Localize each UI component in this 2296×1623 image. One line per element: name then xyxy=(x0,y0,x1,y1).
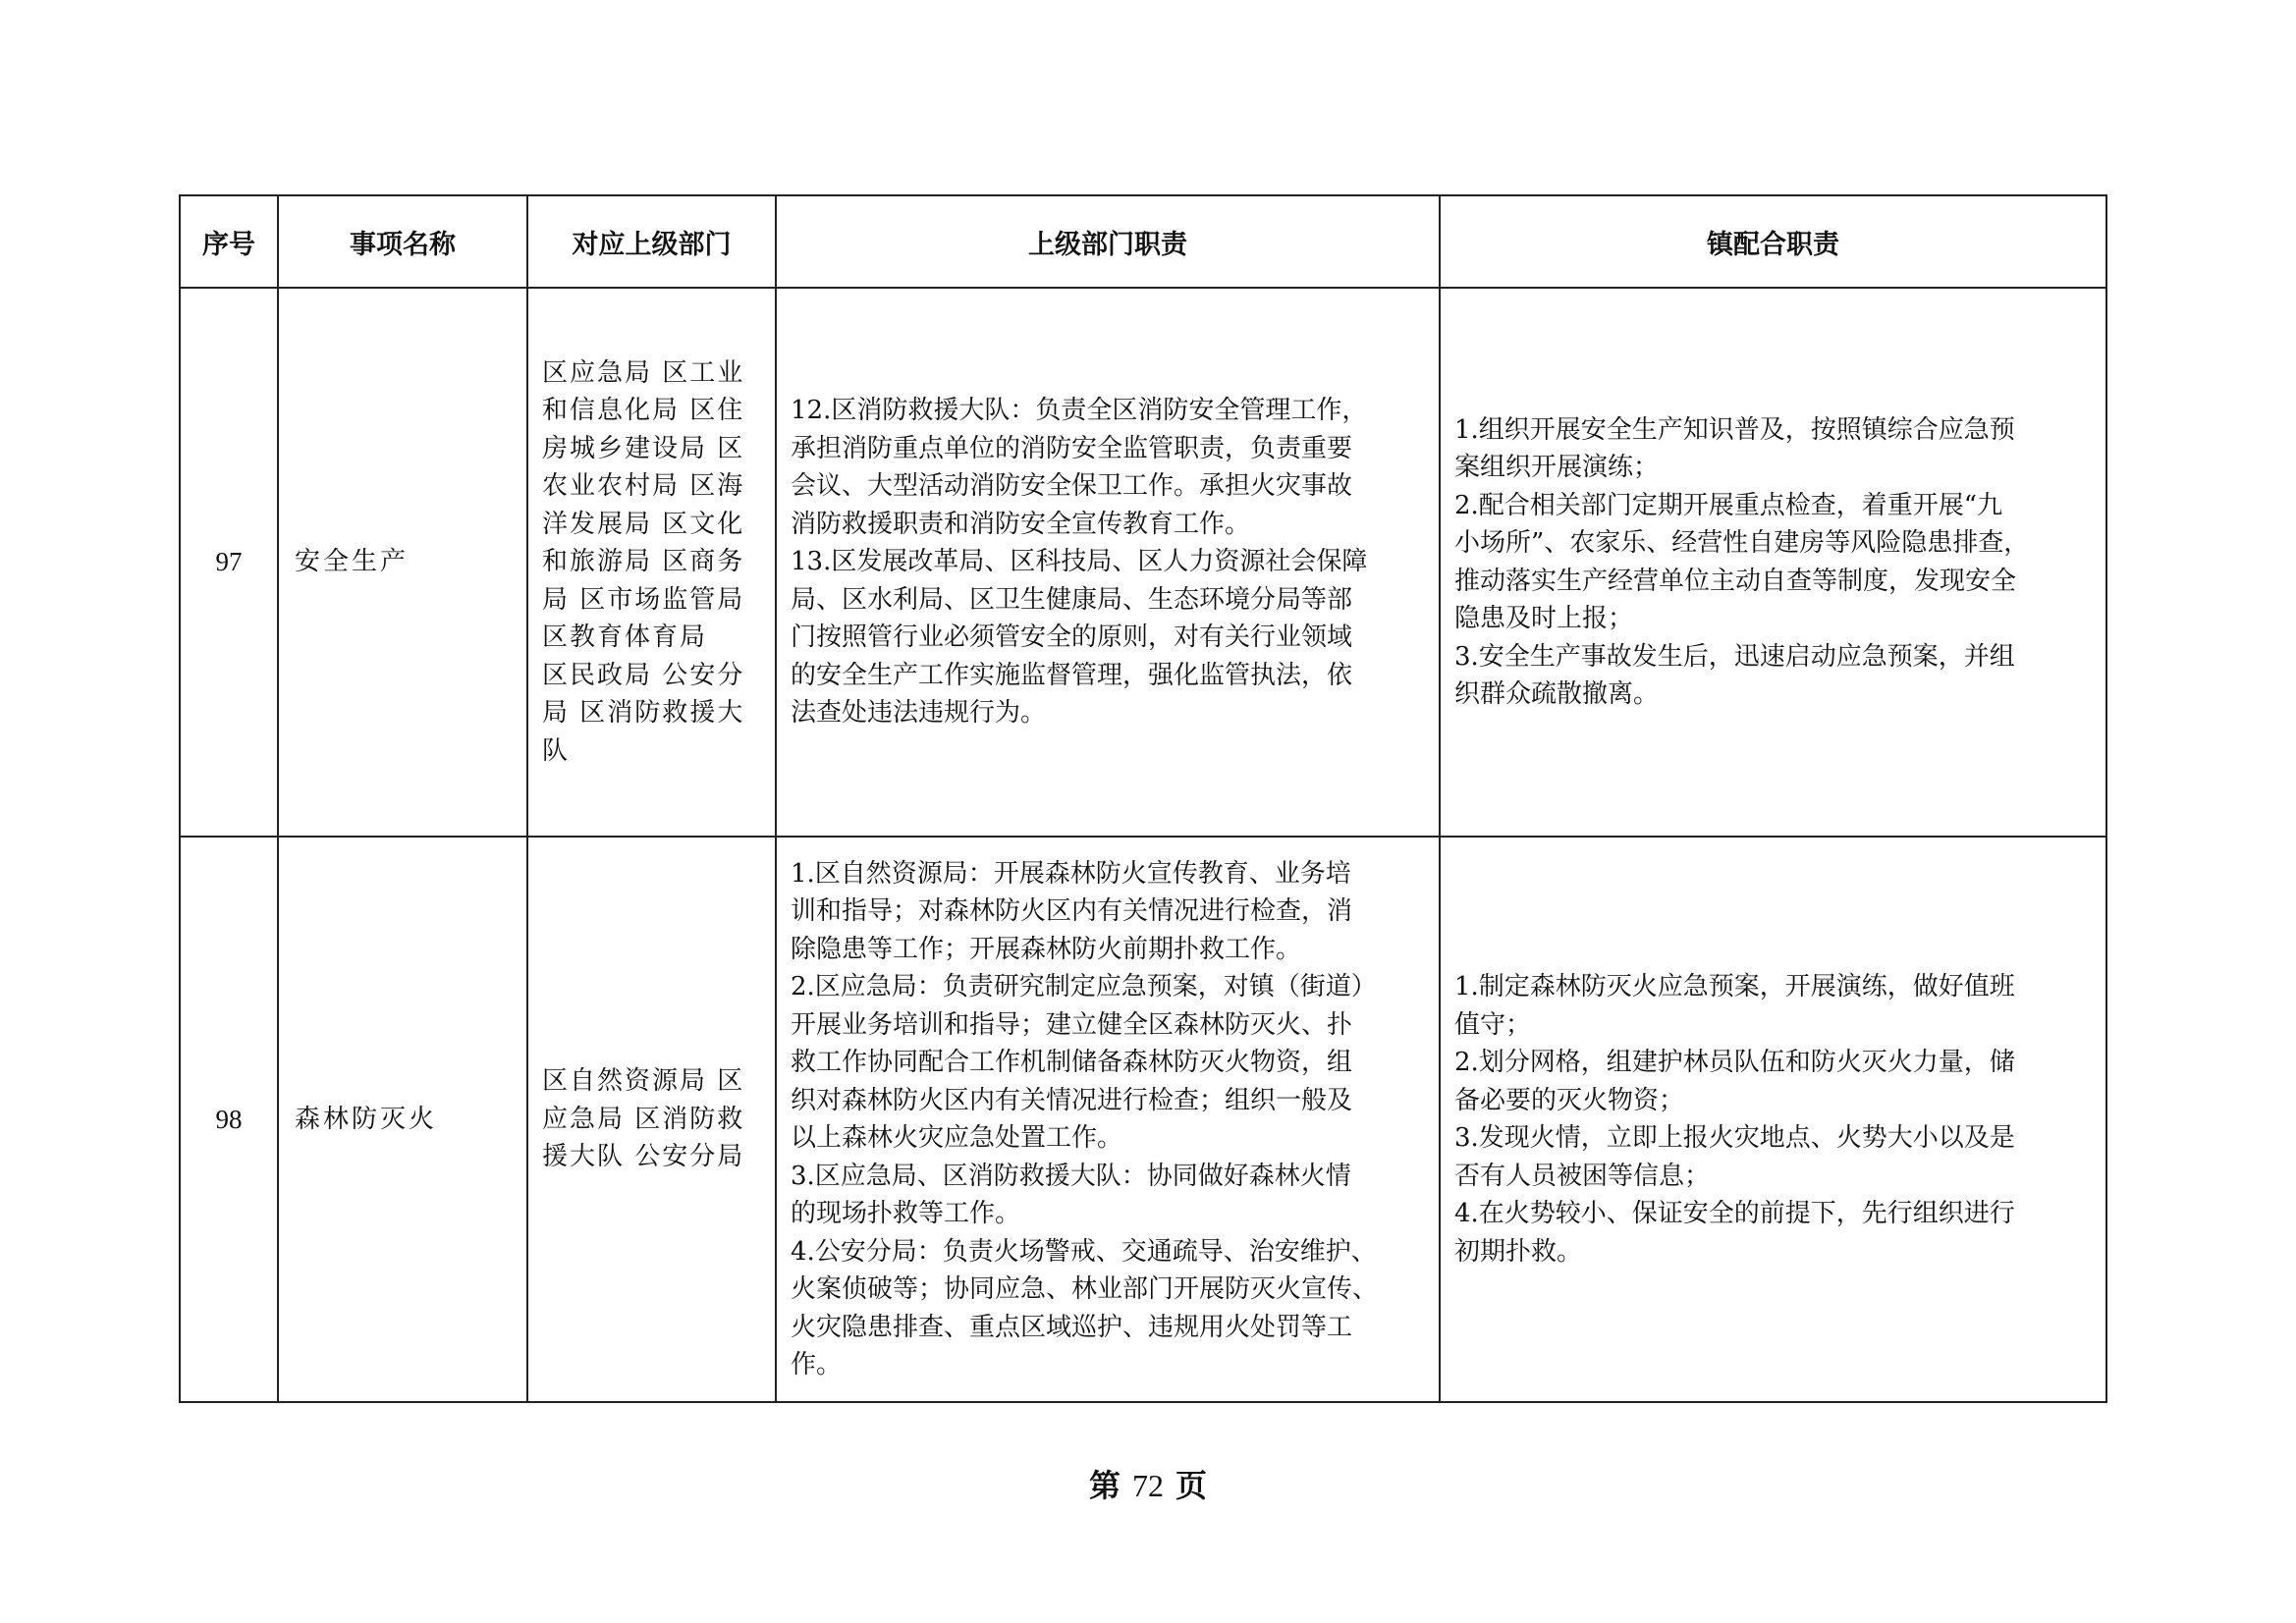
cell-line: 会议、大型活动消防安全保卫工作。承担火灾事故 xyxy=(791,471,1353,502)
duty-cell xyxy=(776,288,1440,837)
cell-line: 承担消防重点单位的消防安全监管职责，负责重要 xyxy=(791,433,1353,463)
cell-line: 1.区自然资源局：开展森林防火宣传教育、业务培 xyxy=(791,858,1351,889)
dept-cell xyxy=(527,837,776,1402)
dept-cell xyxy=(527,288,776,837)
table-row xyxy=(180,837,2106,1402)
cell-line: 4.公安分局：负责火场警戒、交通疏导、治安维护、 xyxy=(791,1236,1377,1267)
cell-line: 否有人员被困等信息； xyxy=(1454,1161,1711,1191)
header-no: 序号 xyxy=(180,195,278,288)
cell-line: 2.配合相关部门定期开展重点检查，着重开展“九 xyxy=(1454,490,2003,520)
cell-line: 推动落实生产经营单位主动自查等制度，发现安全 xyxy=(1454,566,2017,596)
item-name: 森林防灭火 xyxy=(278,837,527,1402)
header-name: 事项名称 xyxy=(278,195,527,288)
row-number: 97 xyxy=(180,288,278,837)
cell-line: 小场所”、农家乐、经营性自建房等风险隐患排查， xyxy=(1454,528,2030,558)
cell-line: 3.区应急局、区消防救援大队：协同做好森林火情 xyxy=(791,1161,1351,1191)
cell-line: 区民政局 公安分 xyxy=(542,660,745,690)
duty-cell xyxy=(776,837,1440,1402)
cell-line: 2.区应急局：负责研究制定应急预案，对镇（街道） xyxy=(791,972,1377,1001)
cell-line: 区教育体育局 xyxy=(542,622,708,653)
cell-line: 织对森林防火区内有关情况进行检查；组织一般及 xyxy=(791,1085,1353,1115)
header-dept: 对应上级部门 xyxy=(527,195,776,288)
cell-line: 房城乡建设局 区 xyxy=(542,433,745,463)
cell-line: 应急局 区消防救 xyxy=(542,1104,745,1134)
cell-line: 案组织开展演练； xyxy=(1454,453,1660,482)
cell-line: 门按照管行业必须管安全的原则，对有关行业领域 xyxy=(791,622,1353,653)
cell-line: 13.区发展改革局、区科技局、区人力资源社会保障 xyxy=(791,547,1368,577)
cell-line: 和旅游局 区商务 xyxy=(542,547,745,577)
table-header-row xyxy=(180,195,2106,288)
cell-line: 除隐患等工作；开展森林防火前期扑救工作。 xyxy=(791,934,1302,964)
duty-table xyxy=(179,194,2107,1403)
cell-line: 备必要的灭火物资； xyxy=(1454,1085,1685,1115)
cell-line: 局 区市场监管局 xyxy=(542,584,745,615)
item-name: 安全生产 xyxy=(278,288,527,837)
cell-line: 4.在火势较小、保证安全的前提下，先行组织进行 xyxy=(1454,1199,2015,1228)
cell-line: 1.制定森林防灭火应急预案，开展演练，做好值班 xyxy=(1454,972,2015,1001)
cell-line: 洋发展局 区文化 xyxy=(542,509,745,539)
cell-line: 作。 xyxy=(791,1350,843,1380)
cell-line: 的安全生产工作实施监督管理，强化监管执法，依 xyxy=(791,660,1353,690)
cell-line: 隐患及时上报； xyxy=(1454,604,1634,633)
cell-line: 消防救援职责和消防安全宣传教育工作。 xyxy=(791,509,1251,539)
cell-line: 区应急局 区工业 xyxy=(542,357,745,388)
cell-line: 农业农村局 区海 xyxy=(542,471,745,502)
cell-line: 3.安全生产事故发生后，迅速启动应急预案，并组 xyxy=(1454,641,2015,672)
cell-line: 训和指导；对森林防火区内有关情况进行检查，消 xyxy=(791,896,1353,926)
town-duty-cell xyxy=(1440,288,2106,837)
cell-line: 3.发现火情，立即上报火灾地点、火势大小以及是 xyxy=(1454,1123,2015,1153)
cell-line: 和信息化局 区住 xyxy=(542,396,745,426)
row-number: 98 xyxy=(180,837,278,1402)
cell-line: 救工作协同配合工作机制储备森林防灭火物资，组 xyxy=(791,1048,1353,1077)
table-row xyxy=(180,288,2106,837)
cell-line: 火灾隐患排查、重点区域巡护、违规用火处罚等工 xyxy=(791,1312,1353,1342)
cell-line: 织群众疏散撤离。 xyxy=(1454,679,1660,709)
cell-line: 1.组织开展安全生产知识普及，按照镇综合应急预 xyxy=(1454,414,2015,445)
town-duty-cell xyxy=(1440,837,2106,1402)
cell-line: 12.区消防救援大队：负责全区消防安全管理工作， xyxy=(791,396,1368,426)
page-prefix: 第 xyxy=(1088,1467,1121,1504)
header-duty: 上级部门职责 xyxy=(776,195,1440,288)
cell-line: 队 xyxy=(542,735,571,766)
cell-line: 区自然资源局 区 xyxy=(542,1066,745,1097)
cell-line: 开展业务培训和指导；建立健全区森林防灭火、扑 xyxy=(791,1009,1353,1040)
cell-line: 以上森林火灾应急处置工作。 xyxy=(791,1123,1123,1153)
header-town: 镇配合职责 xyxy=(1440,195,2106,288)
page-number xyxy=(0,1461,2296,1506)
page-number-value: 72 xyxy=(1132,1468,1164,1503)
cell-line: 火案侦破等；协同应急、林业部门开展防灭火宣传、 xyxy=(791,1274,1379,1304)
cell-line: 局 区消防救援大 xyxy=(542,698,745,729)
cell-line: 初期扑救。 xyxy=(1454,1236,1583,1267)
cell-line: 法查处违法违规行为。 xyxy=(791,698,1047,729)
cell-line: 值守； xyxy=(1454,1009,1532,1040)
cell-line: 局、区水利局、区卫生健康局、生态环境分局等部 xyxy=(791,584,1353,615)
cell-line: 的现场扑救等工作。 xyxy=(791,1199,1021,1228)
cell-line: 2.划分网格，组建护林员队伍和防火灭火力量，储 xyxy=(1454,1048,2015,1077)
cell-line: 援大队 公安分局 xyxy=(542,1142,745,1172)
page-suffix: 页 xyxy=(1175,1467,1208,1504)
